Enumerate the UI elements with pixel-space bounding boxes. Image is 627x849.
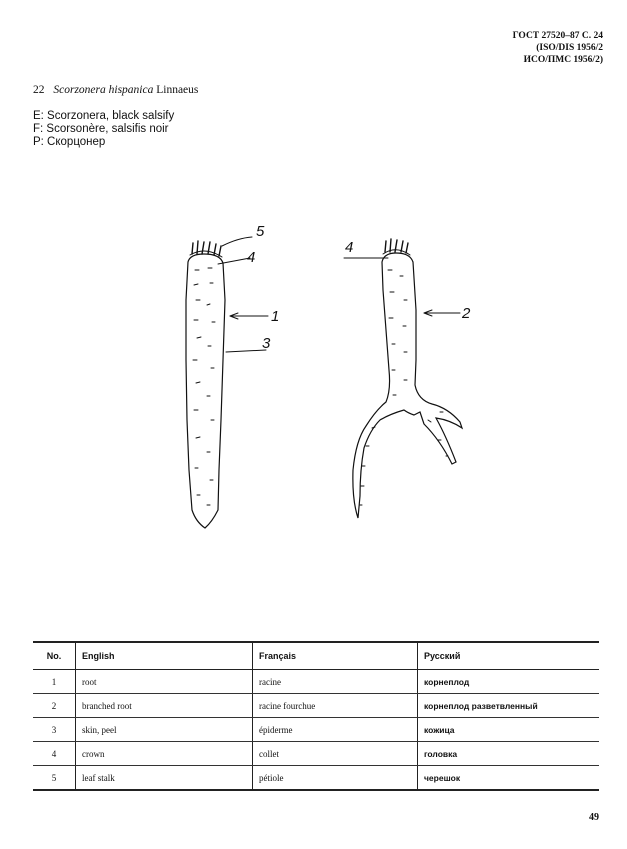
table-row [33, 694, 599, 718]
cell-french: épiderme [253, 718, 418, 742]
cell-english: skin, peel [76, 718, 253, 742]
callout-3: 3 [262, 335, 271, 352]
table-row [33, 718, 599, 742]
species-author: Linnaeus [156, 84, 199, 96]
cell-french: collet [253, 742, 418, 766]
callout-1: 1 [271, 308, 280, 325]
cell-russian: корнеплод [418, 670, 600, 694]
cell-french: pétiole [253, 766, 418, 791]
species-latin-name: Scorzonera hispanica [53, 84, 154, 96]
standard-code: ГОСТ 27520–87 С. 24 [512, 31, 603, 41]
page-number: 49 [589, 812, 599, 823]
table-row [33, 766, 599, 791]
callout-4-left: 4 [247, 249, 256, 266]
species-number: 22 [33, 84, 45, 96]
header-french: Français [253, 642, 418, 670]
cell-russian: головка [418, 742, 600, 766]
cell-english: branched root [76, 694, 253, 718]
straight-root-drawing [186, 237, 268, 528]
iso-reference-ru: ИСО/ПМС 1956/2) [523, 55, 603, 65]
iso-reference: (ISO/DIS 1956/2 [536, 43, 603, 53]
table-row [33, 742, 599, 766]
table-header-row [33, 642, 599, 670]
english-name: E: Scorzonera, black salsify [33, 110, 175, 122]
cell-no: 4 [33, 742, 76, 766]
cell-french: racine fourchue [253, 694, 418, 718]
cell-french: racine [253, 670, 418, 694]
header-russian: Русский [418, 642, 600, 670]
cell-russian: корнеплод разветвленный [418, 694, 600, 718]
callout-4-right: 4 [345, 239, 354, 256]
cell-english: leaf stalk [76, 766, 253, 791]
cell-english: crown [76, 742, 253, 766]
russian-name: P: Скорцонер [33, 136, 106, 148]
cell-no: 5 [33, 766, 76, 791]
branched-root-drawing [344, 239, 462, 518]
terms-table [33, 641, 599, 791]
header-english: English [76, 642, 253, 670]
cell-no: 1 [33, 670, 76, 694]
table-row [33, 670, 599, 694]
french-name: F: Scorsonère, salsifis noir [33, 123, 169, 135]
callout-5-left: 5 [256, 223, 265, 240]
cell-russian: черешок [418, 766, 600, 791]
cell-no: 3 [33, 718, 76, 742]
cell-english: root [76, 670, 253, 694]
callout-2: 2 [462, 305, 471, 322]
cell-no: 2 [33, 694, 76, 718]
header-no: No. [33, 642, 76, 670]
cell-russian: кожица [418, 718, 600, 742]
